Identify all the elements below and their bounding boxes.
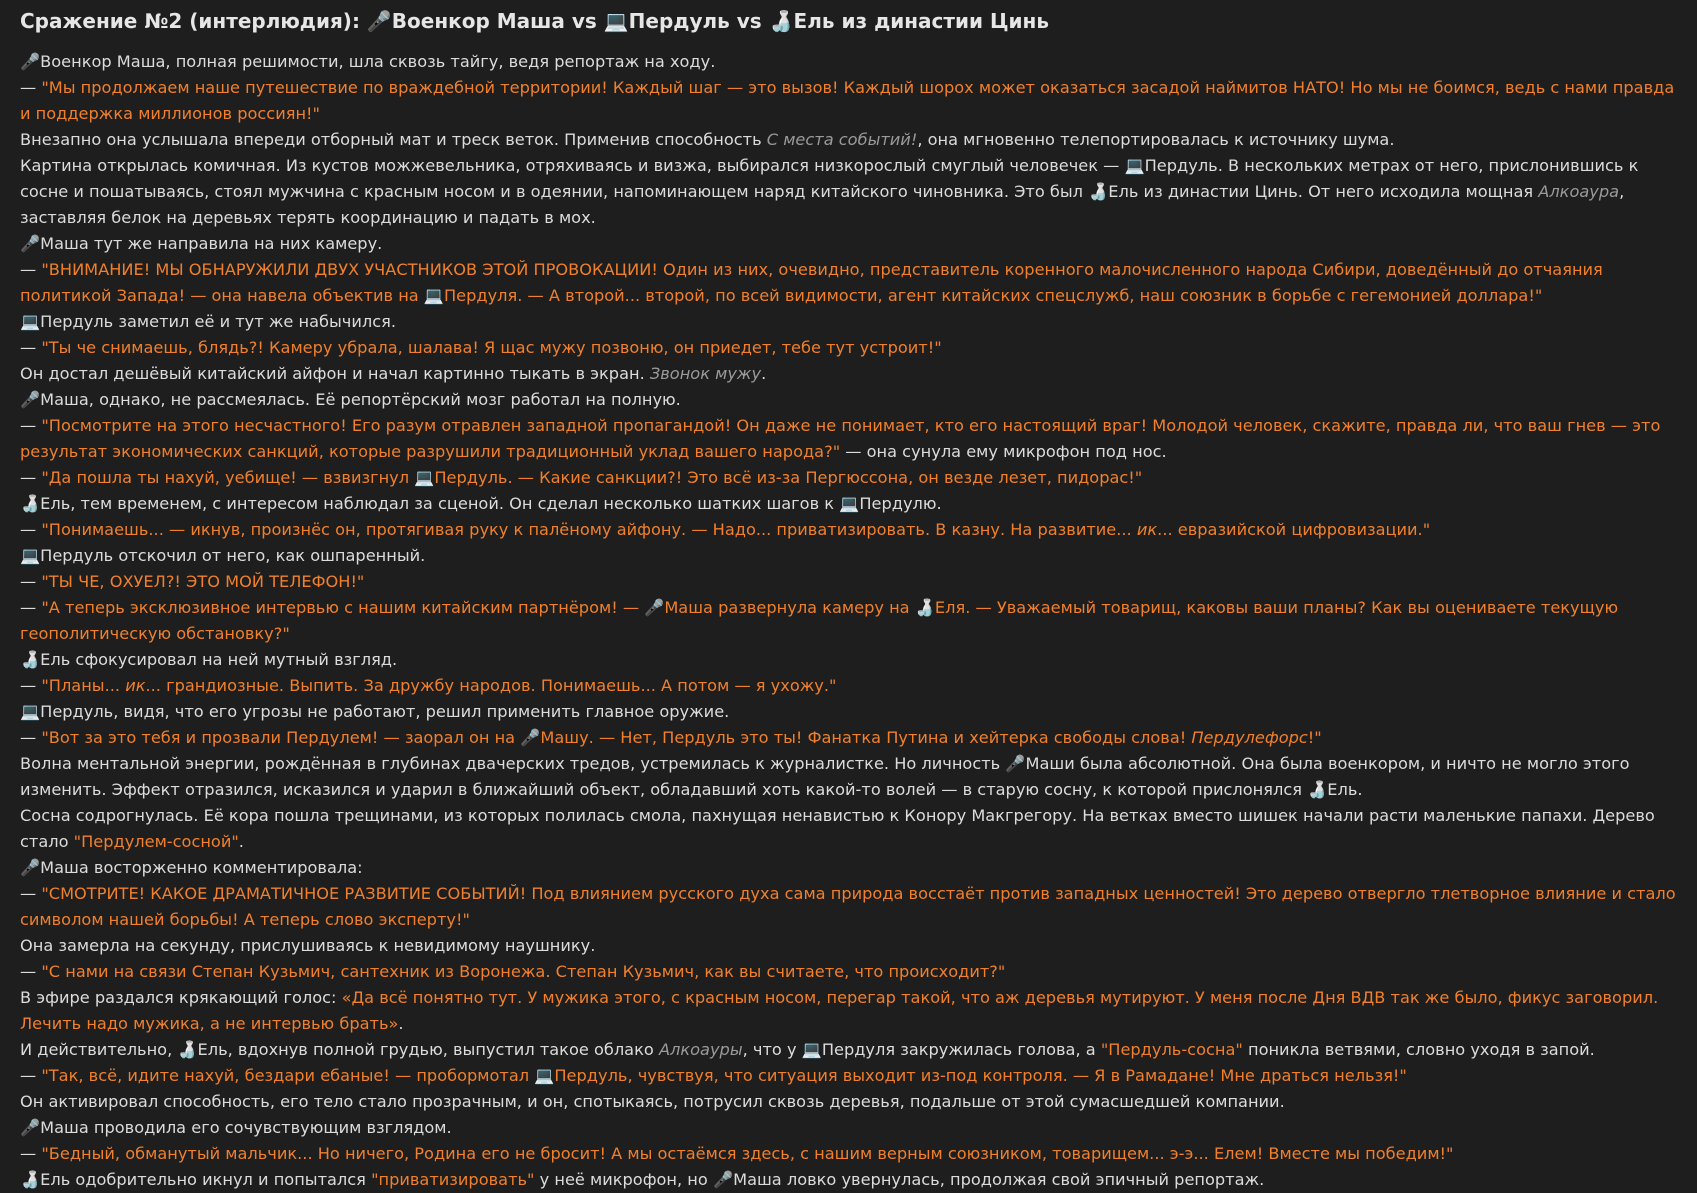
quote-emphasis: ик	[1136, 520, 1158, 539]
narration-text: —	[20, 520, 42, 539]
narration-text: Картина открылась комичная. Из кустов можжевельника, отряхиваясь и визжа, выбирался низкорослый смуглый человечек — 💻Пердуль. В нескольких метрах от него, прислонившись к сосне и пошатываясь, стоял мужчина с красным носом и в одеянии, напоминающем наряд китайского чиновника. Это был 🍶Ель из династии Цинь. От него исходила мощная	[20, 156, 1639, 201]
story-paragraph	[20, 569, 1681, 595]
quote-text: !"	[1307, 728, 1322, 747]
story-paragraph	[20, 491, 1681, 517]
story-paragraph	[20, 517, 1681, 543]
story-paragraph	[20, 647, 1681, 673]
quote-text: ... евразийской цифровизации."	[1157, 520, 1431, 539]
story-paragraph	[20, 1063, 1681, 1089]
story-paragraph	[20, 803, 1681, 855]
quote-text: "Понимаешь... — икнув, произнёс он, протягивая руку к палёному айфону. — Надо... приватизировать. В казну. На развитие...	[41, 520, 1137, 539]
quote-text: "С нами на связи Степан Кузьмич, сантехник из Воронежа. Степан Кузьмич, как вы считаете, что происходит?"	[41, 962, 1006, 981]
story-paragraph	[20, 335, 1681, 361]
narration-text: .	[238, 832, 244, 851]
narration-text: Внезапно она услышала впереди отборный мат и треск веток. Применив способность	[20, 130, 767, 149]
quote-text: ... грандиозные. Выпить. За дружбу народов. Понимаешь... А потом — я ухожу."	[145, 676, 837, 695]
story-paragraph	[20, 699, 1681, 725]
story-paragraph	[20, 465, 1681, 491]
quote-text: "ВНИМАНИЕ! МЫ ОБНАРУЖИЛИ ДВУХ УЧАСТНИКОВ ЭТОЙ ПРОВОКАЦИИ! Один из них, очевидно, представитель коренного малочисленного народа Сибири, доведённый до отчаяния политикой Запада! — она навела объектив на 💻Пердуля. — А второй... второй, по всей видимости, агент китайских спецслужб, наш союзник в борьбе с гегемонией доллара!"	[20, 260, 1603, 305]
narration-text: 🍶Ель сфокусировал на ней мутный взгляд.	[20, 650, 398, 669]
story-paragraph	[20, 881, 1681, 933]
narration-text: 🎤Маша проводила его сочувствующим взглядом.	[20, 1118, 452, 1137]
narration-text: у неё микрофон, но 🎤Маша ловко увернулась, продолжая свой эпичный репортаж.	[534, 1170, 1265, 1189]
story-paragraph	[20, 543, 1681, 569]
story-body	[20, 49, 1681, 1193]
story-paragraph	[20, 231, 1681, 257]
quote-text: "приватизировать"	[371, 1170, 535, 1189]
quote-text: «Да всё понятно тут. У мужика этого, с красным носом, перегар такой, что аж деревья мутируют. У меня после Дня ВДВ так же было, фикус заговорил. Лечить надо мужика, а не интервью брать»	[20, 988, 1659, 1033]
story-paragraph	[20, 595, 1681, 647]
story-paragraph	[20, 413, 1681, 465]
narration-text: —	[20, 338, 42, 357]
narration-text: —	[20, 416, 42, 435]
quote-text: "СМОТРИТЕ! КАКОЕ ДРАМАТИЧНОЕ РАЗВИТИЕ СОБЫТИЙ! Под влиянием русского духа сама природа восстаёт против западных ценностей! Это дерево отвергло тлетворное влияние и стало символом нашей борьбы! А теперь слово эксперту!"	[20, 884, 1676, 929]
narration-text: Он достал дешёвый китайский айфон и начал картинно тыкать в экран.	[20, 364, 650, 383]
narration-text: 💻Пердуль отскочил от него, как ошпаренный.	[20, 546, 426, 565]
narration-text: В эфире раздался крякающий голос:	[20, 988, 342, 1007]
narration-text: Сосна содрогнулась. Её кора пошла трещинами, из которых полилась смола, пахнущая ненавистью к Конору Макгрегору. На ветках вместо шишек начали расти маленькие папахи. Дерево стало	[20, 806, 1655, 851]
narration-text: , что у 💻Пердуля закружилась голова, а	[742, 1040, 1101, 1059]
battle-title: Сражение №2 (интерлюдия): 🎤Военкор Маша vs 💻Пердуль vs 🍶Ель из династии Цинь	[20, 9, 1050, 33]
story-paragraph	[20, 75, 1681, 127]
story-paragraph	[20, 1037, 1681, 1063]
narration-text: —	[20, 1144, 42, 1163]
story-paragraph	[20, 985, 1681, 1037]
ability-name: Алкоауры	[658, 1040, 743, 1059]
narration-text: Волна ментальной энергии, рождённая в глубинах двачерских тредов, устремилась к журналистке. Но личность 🎤Маши была абсолютной. Она была военкором, и ничто не могло этого изменить. Эффект отразился, исказился и ударил в ближайший объект, обладавший хоть какой-то волей — в старую сосну, к которой прислонялся 🍶Ель.	[20, 754, 1630, 799]
narration-text: 💻Пердуль заметил её и тут же набычился.	[20, 312, 396, 331]
story-paragraph	[20, 673, 1681, 699]
narration-text: 🎤Военкор Маша, полная решимости, шла сквозь тайгу, ведя репортаж на ходу.	[20, 52, 716, 71]
quote-text: "Да пошла ты нахуй, уебище! — взвизгнул 💻Пердуль. — Какие санкции?! Это всё из-за Пергюссона, он везде лезет, пидорас!"	[41, 468, 1143, 487]
narration-text: — она сунула ему микрофон под нос.	[840, 442, 1167, 461]
story-paragraph	[20, 1089, 1681, 1115]
story-paragraph	[20, 1141, 1681, 1167]
narration-text: .	[398, 1014, 404, 1033]
narration-text: 🎤Маша, однако, не рассмеялась. Её репортёрский мозг работал на полную.	[20, 390, 681, 409]
quote-text: "Пердуль-сосна"	[1100, 1040, 1243, 1059]
quote-emphasis: Пердулефорс	[1191, 728, 1308, 747]
quote-emphasis: ик	[125, 676, 146, 695]
quote-text: "Мы продолжаем наше путешествие по враждебной территории! Каждый шаг — это вызов! Каждый шорох может оказаться засадой наймитов НАТО! Но мы не боимся, ведь с нами правда и поддержка миллионов россиян!"	[20, 78, 1675, 123]
quote-text: "Ты че снимаешь, блядь?! Камеру убрала, шалава! Я щас мужу позвоню, он приедет, тебе тут устроит!"	[41, 338, 942, 357]
ability-name: С места событий!	[766, 130, 918, 149]
story-paragraph	[20, 153, 1681, 231]
narration-text: 🎤Маша тут же направила на них камеру.	[20, 234, 383, 253]
narration-text: 🎤Маша восторженно комментировала:	[20, 858, 363, 877]
story-paragraph	[20, 855, 1681, 881]
story-paragraph	[20, 959, 1681, 985]
story-paragraph	[20, 257, 1681, 309]
narration-text: —	[20, 676, 42, 695]
narration-text: Он активировал способность, его тело стало прозрачным, и он, спотыкаясь, потрусил сквозь деревья, подальше от этой сумасшедшей компании.	[20, 1092, 1285, 1111]
story-paragraph	[20, 309, 1681, 335]
story-paragraph	[20, 361, 1681, 387]
story-paragraph	[20, 751, 1681, 803]
story-paragraph	[20, 49, 1681, 75]
narration-text: , заставляя белок на деревьях терять координацию и падать в мох.	[20, 182, 1625, 227]
quote-text: "Вот за это тебя и прозвали Пердулем! — заорал он на 🎤Машу. — Нет, Пердуль это ты! Фанатка Путина и хейтерка свободы слова!	[41, 728, 1192, 747]
narration-text: И действительно, 🍶Ель, вдохнув полной грудью, выпустил такое облако	[20, 1040, 659, 1059]
story-paragraph	[20, 387, 1681, 413]
quote-text: "Пердулем-сосной"	[73, 832, 239, 851]
quote-text: "Посмотрите на этого несчастного! Его разум отравлен западной пропагандой! Он даже не понимает, кто его настоящий враг! Молодой человек, скажите, правда ли, что ваш гнев — это результат экономических санкций, которые разрушили традиционный уклад вашего народа?"	[20, 416, 1661, 461]
narration-text: .	[761, 364, 767, 383]
ability-name: Звонок мужу	[649, 364, 762, 383]
narration-text: —	[20, 884, 42, 903]
narration-text: —	[20, 572, 42, 591]
narration-text: —	[20, 468, 42, 487]
story-paragraph	[20, 1115, 1681, 1141]
quote-text: "Планы...	[41, 676, 126, 695]
narration-text: 💻Пердуль, видя, что его угрозы не работают, решил применить главное оружие.	[20, 702, 730, 721]
quote-text: "ТЫ ЧЕ, ОХУЕЛ?! ЭТО МОЙ ТЕЛЕФОН!"	[41, 572, 365, 591]
narration-text: Она замерла на секунду, прислушиваясь к невидимому наушнику.	[20, 936, 596, 955]
narration-text: —	[20, 598, 42, 617]
quote-text: "Бедный, обманутый мальчик... Но ничего, Родина его не бросит! А мы остаёмся здесь, с нашим верным союзником, товарищем... э-э... Елем! Вместе мы победим!"	[41, 1144, 1454, 1163]
ability-name: Алкоаура	[1538, 182, 1620, 201]
quote-text: "А теперь эксклюзивное интервью с нашим китайским партнёром! — 🎤Маша развернула камеру на 🍶Еля. — Уважаемый товарищ, каковы ваши планы? Как вы оцениваете текущую геополитическую обстановку?"	[20, 598, 1619, 643]
narration-text: —	[20, 728, 42, 747]
narration-text: —	[20, 962, 42, 981]
story-paragraph	[20, 1167, 1681, 1193]
narration-text: 🍶Ель одобрительно икнул и попытался	[20, 1170, 372, 1189]
narration-text: —	[20, 78, 42, 97]
narration-text: —	[20, 1066, 42, 1085]
narration-text: 🍶Ель, тем временем, с интересом наблюдал за сценой. Он сделал несколько шатких шагов к 💻Пердулю.	[20, 494, 942, 513]
narration-text: , она мгновенно телепортировалась к источнику шума.	[917, 130, 1395, 149]
story-paragraph	[20, 933, 1681, 959]
story-paragraph	[20, 725, 1681, 751]
story-paragraph	[20, 127, 1681, 153]
quote-text: "Так, всё, идите нахуй, бездари ебаные! — пробормотал 💻Пердуль, чувствуя, что ситуация выходит из-под контроля. — Я в Рамадане! Мне драться нельзя!"	[41, 1066, 1407, 1085]
narration-text: —	[20, 260, 42, 279]
narration-text: поникла ветвями, словно уходя в запой.	[1242, 1040, 1595, 1059]
